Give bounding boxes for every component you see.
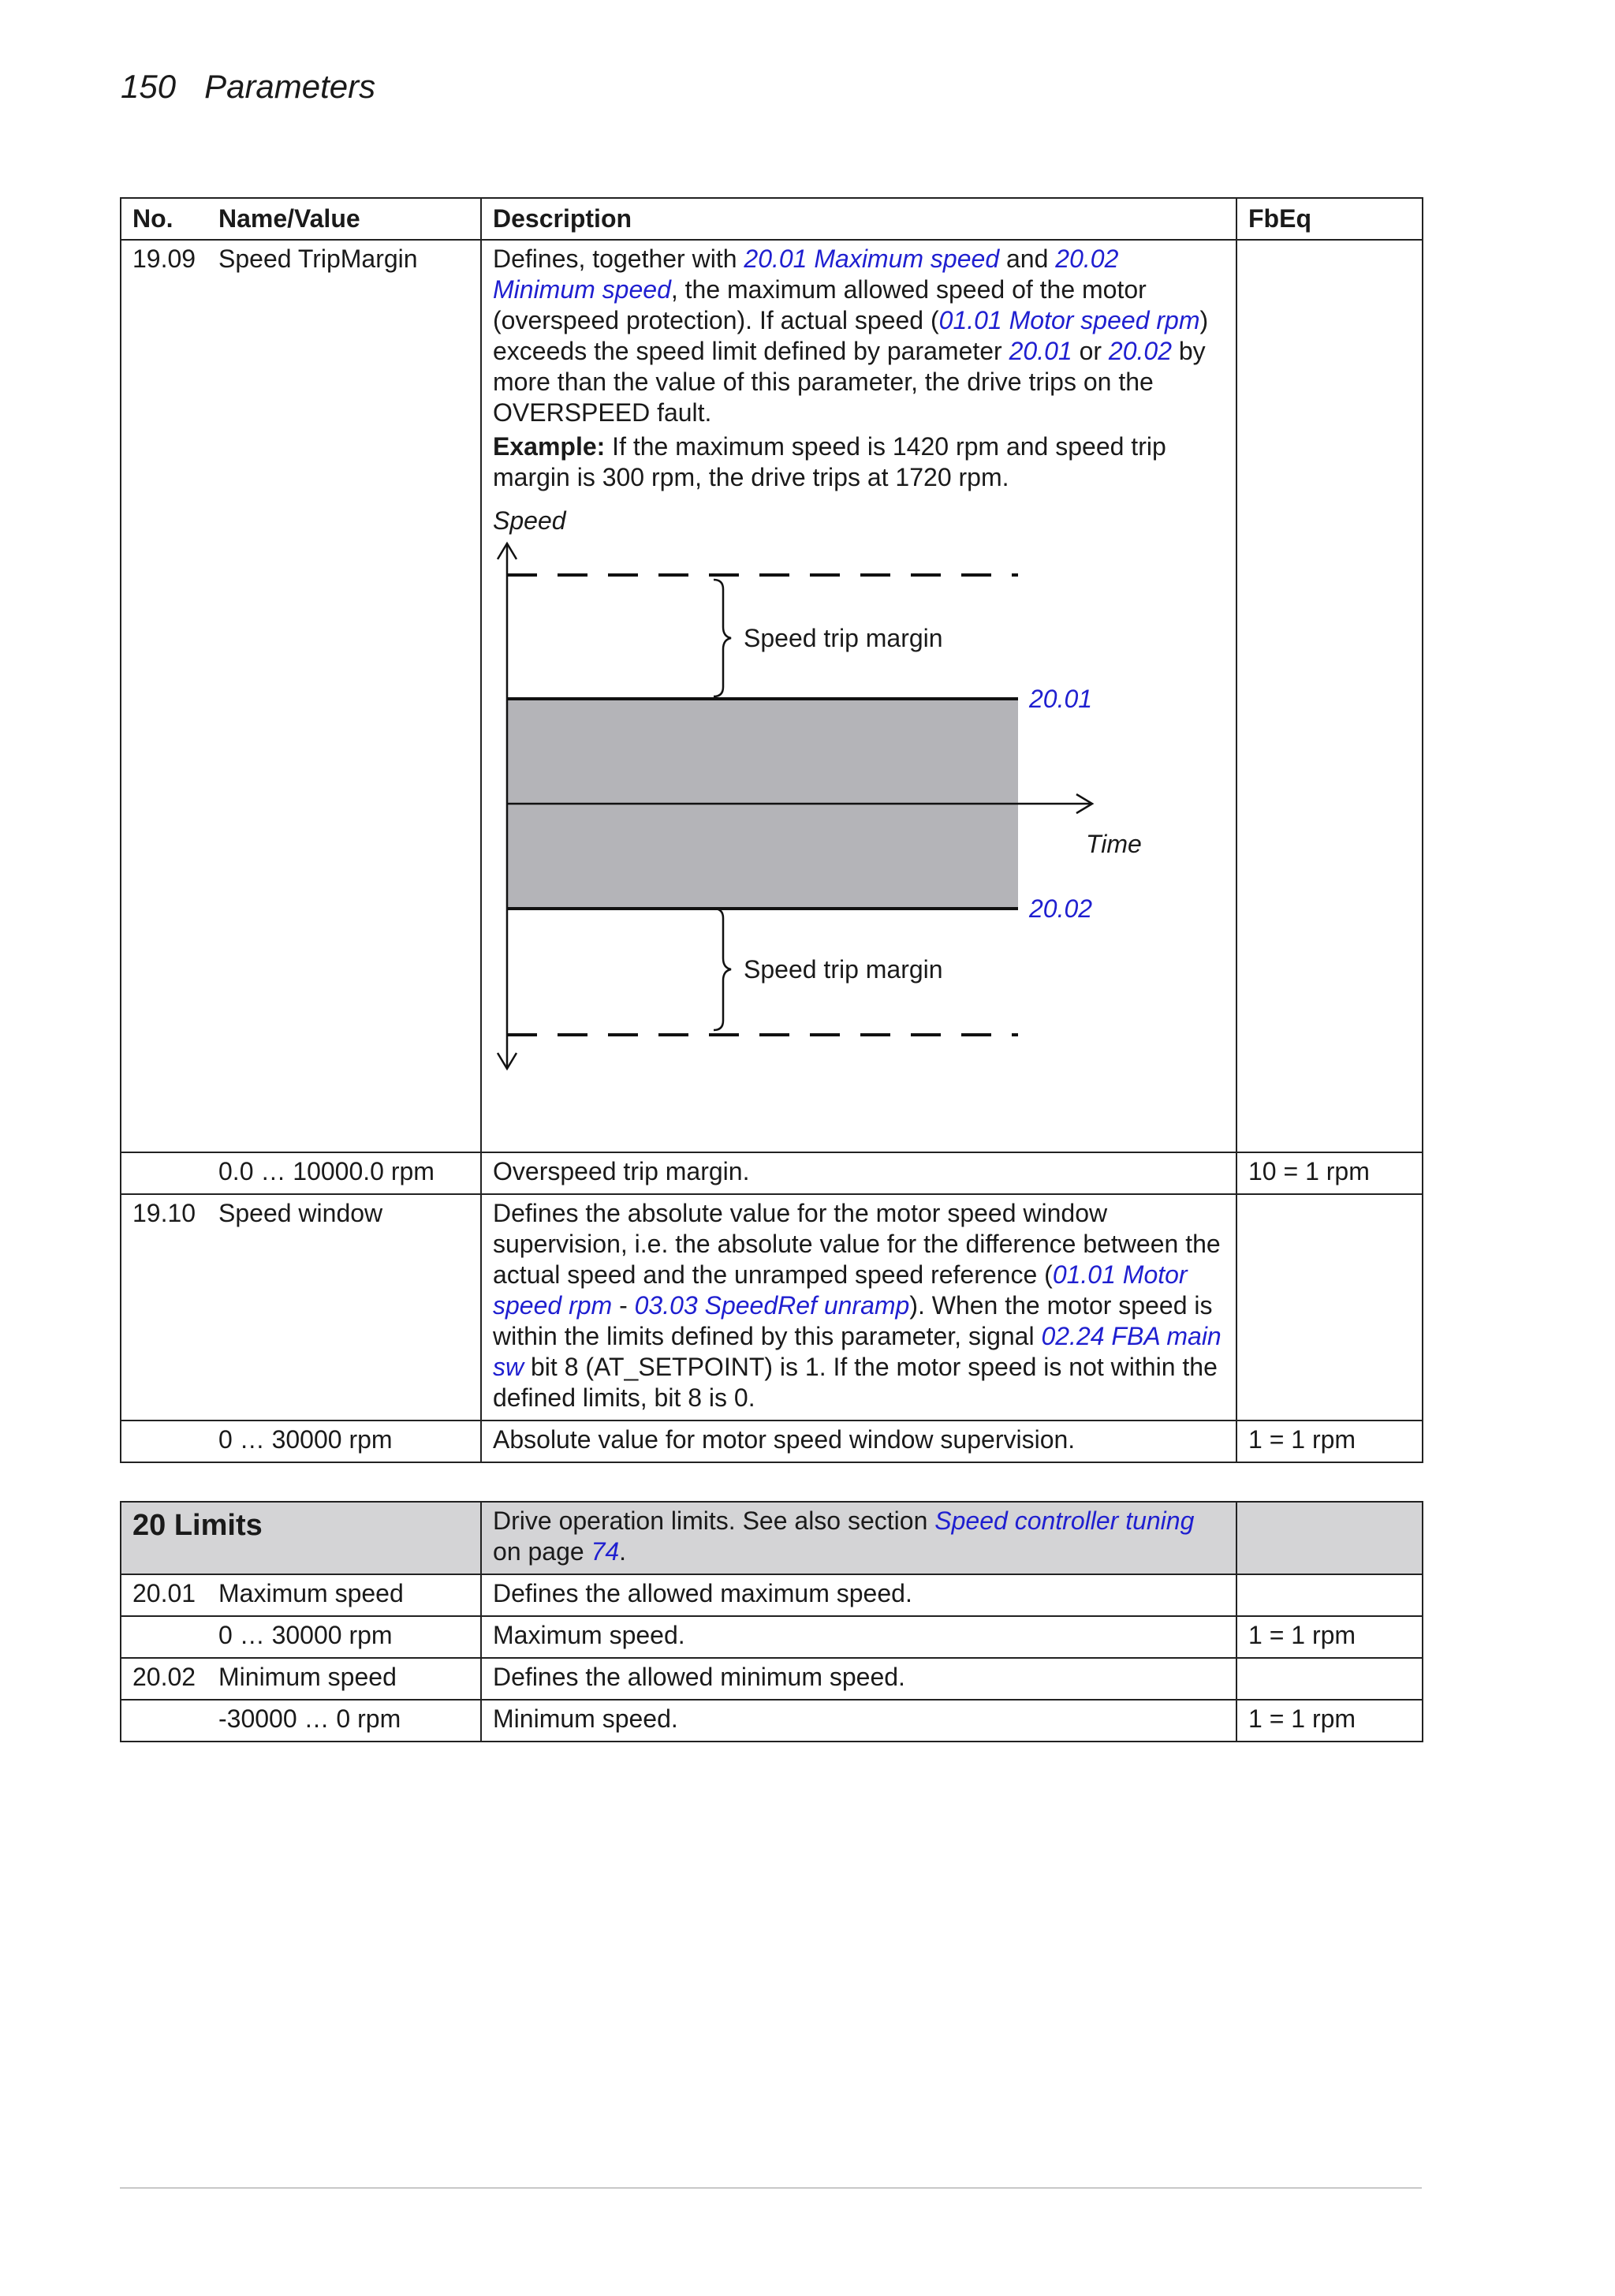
example-label: Example: [493, 432, 606, 461]
param-link[interactable]: 01.01 Motor speed rpm [938, 306, 1200, 334]
section-link[interactable]: Speed controller tuning [934, 1506, 1195, 1535]
page-header [121, 68, 375, 106]
value-description: Minimum speed. [481, 1700, 1236, 1742]
x-axis-label: Time [1086, 830, 1142, 858]
group-header-row [121, 1502, 1423, 1574]
table-row [121, 1194, 1423, 1421]
value-description: Absolute value for motor speed window supervision. [481, 1421, 1236, 1462]
upper-limit-label: 20.01 [1029, 685, 1093, 713]
param-name: Speed window [207, 1194, 481, 1421]
limits-table [120, 1501, 1423, 1742]
param-name: Speed TripMargin [207, 240, 481, 1152]
parameter-table [120, 197, 1423, 1463]
value-range: 0 … 30000 rpm [207, 1421, 481, 1462]
header-no: No. [121, 198, 207, 240]
fbeq-value: 1 = 1 rpm [1236, 1616, 1423, 1658]
table-header-row [121, 198, 1423, 240]
table-row [121, 1616, 1423, 1658]
table-row [121, 1658, 1423, 1700]
fbeq-value: 1 = 1 rpm [1236, 1421, 1423, 1462]
fbeq-value: 10 = 1 rpm [1236, 1152, 1423, 1194]
y-axis-label: Speed [493, 507, 566, 535]
param-number: 20.02 [121, 1658, 207, 1700]
page-number: 150 [121, 68, 177, 105]
param-fbeq [1236, 1194, 1423, 1421]
value-range: 0.0 … 10000.0 rpm [207, 1152, 481, 1194]
param-description: Defines the allowed maximum speed. [481, 1574, 1236, 1616]
param-link[interactable]: 20.01 [1009, 337, 1072, 365]
table-row [121, 1421, 1423, 1462]
param-name: Maximum speed [207, 1574, 481, 1616]
value-description: Maximum speed. [481, 1616, 1236, 1658]
param-link[interactable]: 03.03 SpeedRef unramp [634, 1291, 910, 1320]
table-row [121, 1152, 1423, 1194]
upper-margin-label: Speed trip margin [744, 624, 943, 652]
param-link[interactable]: 20.02 [1108, 337, 1172, 365]
lower-limit-label: 20.02 [1029, 894, 1093, 923]
param-description: Defines the absolute value for the motor speed window supervision, i.e. the absolute value for the difference between the actual speed and the unramped speed reference (01.01 Motor speed rpm - 03.03 SpeedRef unramp). When the motor speed is within the limits defined by this parameter, signal 02.24 FBA main sw bit 8 (AT_SETPOINT) is 1. If the motor speed is not within the defined limits, bit 8 is 0. [481, 1194, 1236, 1421]
example-paragraph: Example: If the maximum speed is 1420 rpm and speed trip margin is 300 rpm, the drive trips at 1720 rpm. [493, 432, 1166, 491]
group-title: 20 Limits [121, 1502, 481, 1574]
upper-brace-icon [714, 580, 731, 696]
value-range: 0 … 30000 rpm [207, 1616, 481, 1658]
param-number: 19.10 [121, 1194, 207, 1421]
speed-trip-margin-diagram [493, 507, 1226, 1122]
value-range: -30000 … 0 rpm [207, 1700, 481, 1742]
group-description: Drive operation limits. See also section Speed controller tuning on page 74. [481, 1502, 1236, 1574]
section-title: Parameters [204, 68, 376, 105]
value-description: Overspeed trip margin. [481, 1152, 1236, 1194]
param-fbeq [1236, 240, 1423, 1152]
param-link[interactable]: 20.01 Maximum speed [744, 245, 1000, 273]
lower-margin-label: Speed trip margin [744, 955, 943, 984]
param-name: Minimum speed [207, 1658, 481, 1700]
param-description: Defines the allowed minimum speed. [481, 1658, 1236, 1700]
lower-brace-icon [714, 909, 731, 1030]
param-description [481, 240, 1236, 1152]
footer-divider [120, 2187, 1422, 2189]
table-row [121, 1574, 1423, 1616]
header-name: Name/Value [207, 198, 481, 240]
description-paragraph: Defines, together with 20.01 Maximum speed and 20.02 Minimum speed, the maximum allowed speed of the motor (overspeed protection). If actual speed (01.01 Motor speed rpm) exceeds the speed limit defined by parameter 20.01 or 20.02 by more than the value of this parameter, the drive trips on the OVERSPEED fault. [493, 245, 1209, 427]
param-link[interactable]: 20.02 Minimum speed [493, 245, 1119, 304]
fbeq-value: 1 = 1 rpm [1236, 1700, 1423, 1742]
param-link[interactable]: 01.01 Motor speed rpm [493, 1260, 1188, 1320]
header-description: Description [481, 198, 1236, 240]
table-row [121, 1700, 1423, 1742]
page-link[interactable]: 74 [591, 1537, 620, 1566]
param-link[interactable]: 02.24 FBA main sw [493, 1322, 1222, 1381]
table-row [121, 240, 1423, 1152]
param-number: 20.01 [121, 1574, 207, 1616]
param-number: 19.09 [121, 240, 207, 1152]
header-fbeq: FbEq [1236, 198, 1423, 240]
